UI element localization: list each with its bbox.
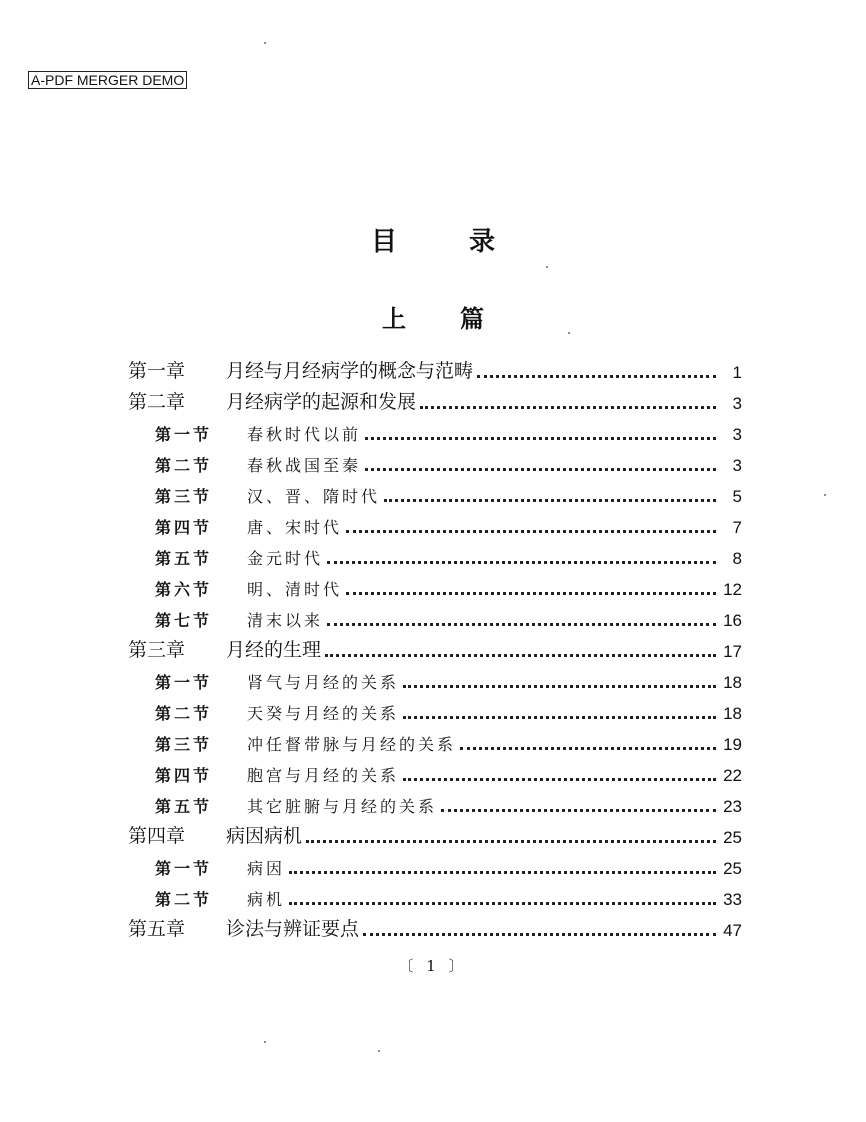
toc-leader-dots: [325, 654, 716, 657]
toc-section-row: [128, 693, 742, 724]
toc-entry-page: 3: [732, 394, 742, 413]
toc-entry-number: 第三章: [128, 639, 186, 661]
page-number: 〔 1 〕: [398, 957, 468, 975]
toc-chapter-row: [128, 631, 742, 662]
toc-leader-dots: [420, 406, 716, 409]
toc-section-row: [128, 600, 742, 631]
toc-leader-dots: [327, 623, 716, 626]
toc-section-row: [128, 879, 742, 910]
toc-chapter-row: [128, 352, 742, 383]
toc-entry-title: 春秋战国至秦: [247, 456, 362, 475]
toc-entry-title: 月经与月经病学的概念与范畴: [226, 360, 474, 382]
toc-entry-title: 清末以来: [247, 611, 324, 630]
toc-leader-dots: [289, 871, 716, 874]
scan-speck: [264, 42, 266, 44]
scan-speck: [568, 332, 570, 334]
toc-leader-dots: [384, 499, 716, 502]
toc-section-row: [128, 662, 742, 693]
toc-section-row: [128, 724, 742, 755]
toc-leader-dots: [346, 592, 716, 595]
toc-entry-number: 第一节: [155, 425, 213, 444]
toc-section-row: [128, 476, 742, 507]
toc-entry-page: 3: [732, 456, 742, 475]
toc-entry-page: 23: [723, 797, 742, 816]
page-title: 目录: [370, 227, 567, 257]
scan-speck: [546, 266, 548, 268]
toc-entry-page: 5: [732, 487, 742, 506]
toc-entry-title: 唐、宋时代: [247, 518, 343, 537]
toc-entry-number: 第七节: [155, 611, 213, 630]
toc-entry-page: 25: [723, 828, 742, 847]
toc-entry-number: 第五节: [155, 797, 213, 816]
toc-entry-number: 第一节: [155, 673, 213, 692]
toc-entry-title: 其它脏腑与月经的关系: [247, 797, 438, 816]
toc-entry-title: 金元时代: [247, 549, 324, 568]
toc-section-row: [128, 569, 742, 600]
toc-chapter-row: [128, 910, 742, 941]
toc-entry-title: 冲任督带脉与月经的关系: [247, 735, 457, 754]
toc-leader-dots: [477, 375, 716, 378]
toc-entry-page: 17: [723, 642, 742, 661]
toc-entry-number: 第二节: [155, 704, 213, 723]
toc-entry-title: 明、清时代: [247, 580, 343, 599]
toc-entry-page: 33: [723, 890, 742, 909]
toc-leader-dots: [403, 778, 716, 781]
toc-entry-number: 第三节: [155, 487, 213, 506]
toc-entry-number: 第一章: [128, 360, 186, 382]
toc-section-row: [128, 507, 742, 538]
toc-section-row: [128, 786, 742, 817]
toc-entry-title: 天癸与月经的关系: [247, 704, 400, 723]
toc-entry-number: 第五节: [155, 549, 213, 568]
toc-entry-title: 胞宫与月经的关系: [247, 766, 400, 785]
toc-section-row: [128, 848, 742, 879]
toc-entry-title: 肾气与月经的关系: [247, 673, 400, 692]
toc-entry-page: 47: [723, 921, 742, 940]
toc-leader-dots: [289, 902, 716, 905]
scan-speck: [378, 1050, 380, 1052]
toc-leader-dots: [327, 561, 716, 564]
toc-entry-title: 月经病学的起源和发展: [226, 391, 417, 413]
toc-entry-title: 病因: [247, 859, 286, 878]
table-of-contents: [128, 352, 742, 941]
toc-entry-number: 第二章: [128, 391, 186, 413]
toc-entry-page: 18: [723, 704, 742, 723]
toc-chapter-row: [128, 817, 742, 848]
toc-leader-dots: [403, 716, 716, 719]
toc-entry-number: 第四章: [128, 825, 186, 847]
toc-entry-number: 第二节: [155, 456, 213, 475]
toc-leader-dots: [365, 468, 716, 471]
toc-entry-page: 18: [723, 673, 742, 692]
toc-entry-title: 诊法与辨证要点: [226, 918, 360, 940]
toc-section-row: [128, 445, 742, 476]
toc-entry-page: 3: [732, 425, 742, 444]
toc-entry-page: 25: [723, 859, 742, 878]
toc-section-row: [128, 538, 742, 569]
toc-entry-number: 第六节: [155, 580, 213, 599]
toc-entry-number: 第四节: [155, 518, 213, 537]
toc-entry-page: 22: [723, 766, 742, 785]
toc-leader-dots: [306, 840, 716, 843]
toc-section-row: [128, 755, 742, 786]
scan-speck: [264, 1041, 266, 1043]
toc-entry-number: 第一节: [155, 859, 213, 878]
toc-entry-page: 16: [723, 611, 742, 630]
toc-entry-number: 第三节: [155, 735, 213, 754]
toc-entry-title: 月经的生理: [226, 639, 322, 661]
toc-entry-number: 第四节: [155, 766, 213, 785]
toc-leader-dots: [403, 685, 716, 688]
toc-entry-number: 第五章: [128, 918, 186, 940]
watermark-label: A-PDF MERGER DEMO: [28, 71, 187, 89]
toc-entry-page: 7: [732, 518, 742, 537]
toc-leader-dots: [460, 747, 716, 750]
toc-entry-title: 春秋时代以前: [247, 425, 362, 444]
toc-entry-title: 病因病机: [226, 825, 303, 847]
scan-speck: [824, 494, 826, 496]
toc-entry-title: 汉、晋、隋时代: [247, 487, 381, 506]
toc-leader-dots: [346, 530, 716, 533]
toc-entry-page: 1: [732, 363, 742, 382]
toc-leader-dots: [363, 933, 716, 936]
toc-entry-page: 12: [723, 580, 742, 599]
toc-entry-page: 8: [732, 549, 742, 568]
toc-leader-dots: [441, 809, 716, 812]
toc-entry-title: 病机: [247, 890, 286, 909]
part-title: 上篇: [382, 304, 538, 333]
toc-entry-number: 第二节: [155, 890, 213, 909]
toc-entry-page: 19: [723, 735, 742, 754]
toc-section-row: [128, 414, 742, 445]
toc-chapter-row: [128, 383, 742, 414]
toc-leader-dots: [365, 437, 716, 440]
